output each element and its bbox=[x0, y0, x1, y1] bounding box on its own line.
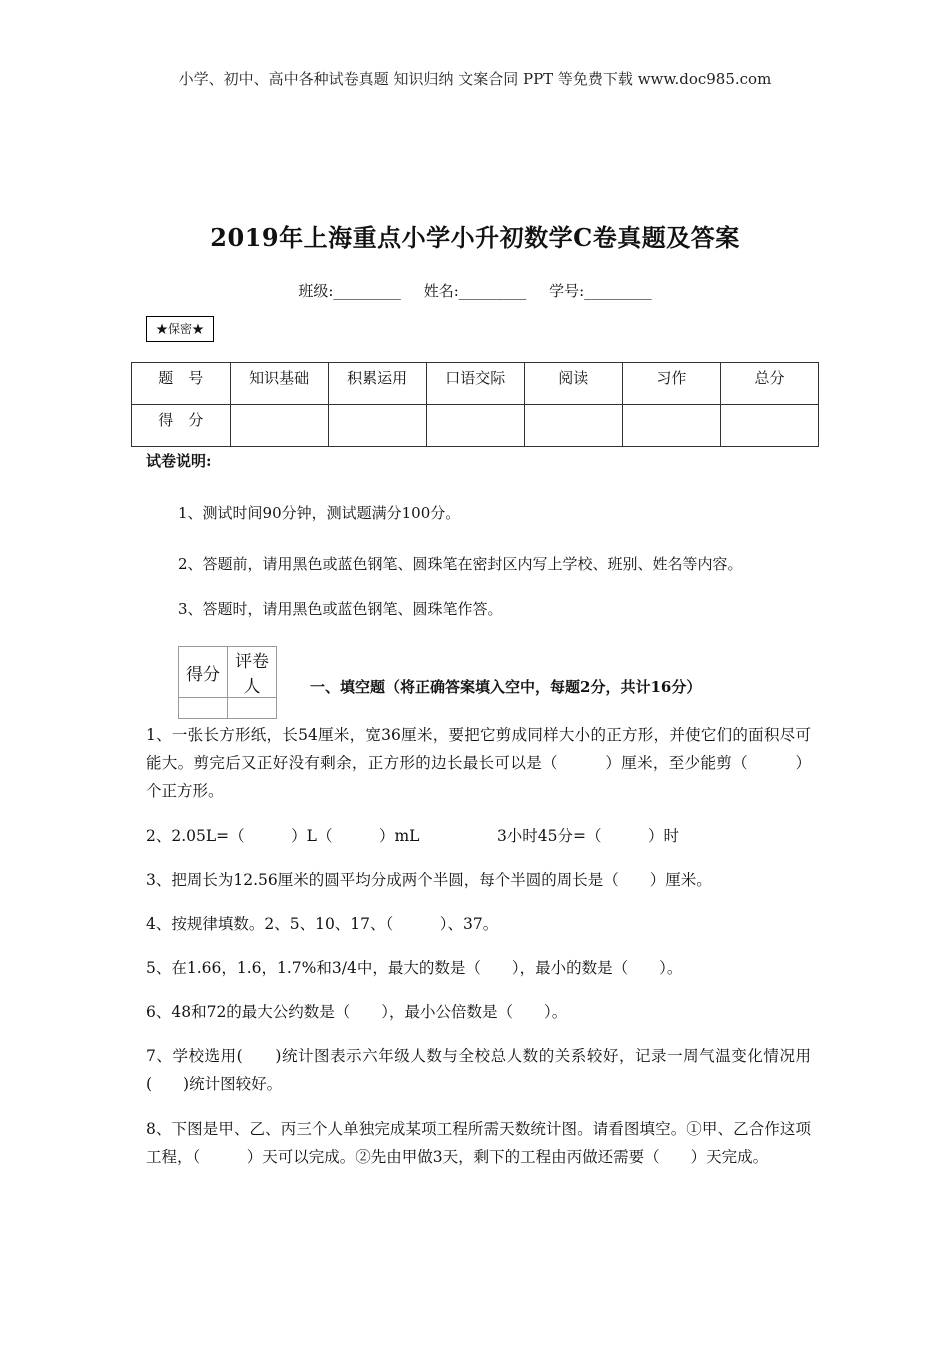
question-item: 2、2.05L=（ ）L（ ）mL 3小时45分=（ ）时 bbox=[146, 827, 680, 845]
site-header: 小学、初中、高中各种试卷真题 知识归纳 文案合同 PPT 等免费下载 www.doc985.com bbox=[178, 70, 772, 88]
grader-score-label: 得分 bbox=[179, 647, 228, 698]
score-cell: 得 分 bbox=[132, 405, 231, 447]
name-field: 姓名:_________ bbox=[423, 282, 527, 300]
page-title: 2019年上海重点小学小升初数学C卷真题及答案 bbox=[210, 223, 740, 252]
class-field: 班级:_________ bbox=[298, 282, 401, 300]
score-cell-empty bbox=[622, 405, 720, 447]
score-cell: 知识基础 bbox=[230, 363, 328, 405]
score-table-score-row bbox=[132, 405, 819, 447]
grader-box bbox=[178, 646, 277, 719]
score-cell-empty bbox=[426, 405, 524, 447]
id-field: 学号:_________ bbox=[549, 282, 652, 300]
score-cell: 阅读 bbox=[524, 363, 622, 405]
note-item: 1、测试时间90分钟，测试题满分100分。 bbox=[178, 504, 461, 522]
note-item: 2、答题前，请用黑色或蓝色钢笔、圆珠笔在密封区内写上学校、班别、姓名等内容。 bbox=[178, 555, 743, 573]
grader-score-cell bbox=[179, 698, 228, 719]
score-cell-empty bbox=[230, 405, 328, 447]
score-cell: 题 号 bbox=[132, 363, 231, 405]
score-table-header-row bbox=[132, 363, 819, 405]
question-item: 7、学校选用( )统计图表示六年级人数与全校总人数的关系较好，记录一周气温变化情况用( )统计图较好。 bbox=[146, 1047, 811, 1093]
grader-reviewer-label: 评卷人 bbox=[228, 647, 277, 698]
score-cell: 口语交际 bbox=[426, 363, 524, 405]
grader-reviewer-cell bbox=[228, 698, 277, 719]
student-info bbox=[0, 280, 950, 301]
score-cell: 习作 bbox=[622, 363, 720, 405]
note-item: 3、答题时，请用黑色或蓝色钢笔、圆珠笔作答。 bbox=[178, 600, 503, 618]
question-item: 5、在1.66，1.6，1.7%和3/4中，最大的数是（ ），最小的数是（ ）。 bbox=[146, 959, 683, 977]
question-item: 3、把周长为12.56厘米的圆平均分成两个半圆，每个半圆的周长是（ ）厘米。 bbox=[146, 871, 712, 889]
section-title: 一、填空题（将正确答案填入空中，每题2分，共计16分） bbox=[310, 678, 702, 696]
question-item: 4、按规律填数。2、5、10、17、（ ）、37。 bbox=[146, 915, 499, 933]
question-item: 6、48和72的最大公约数是（ ），最小公倍数是（ ）。 bbox=[146, 1003, 568, 1021]
question-item: 8、下图是甲、乙、丙三个人单独完成某项工程所需天数统计图。请看图填空。①甲、乙合作这项工程，（ ）天可以完成。②先由甲做3天，剩下的工程由丙做还需要（ ）天完成。 bbox=[146, 1120, 811, 1166]
score-cell-empty bbox=[328, 405, 426, 447]
question-item: 1、一张长方形纸，长54厘米，宽36厘米，要把它剪成同样大小的正方形，并使它们的面积尽可能大。剪完后又正好没有剩余，正方形的边长最长可以是（ ）厘米，至少能剪（ ）个正方形。 bbox=[146, 726, 811, 800]
score-cell-empty bbox=[720, 405, 818, 447]
score-cell: 总分 bbox=[720, 363, 818, 405]
notes-heading: 试卷说明: bbox=[146, 452, 212, 470]
score-table bbox=[131, 362, 819, 447]
secret-badge: ★保密★ bbox=[146, 316, 214, 342]
score-cell-empty bbox=[524, 405, 622, 447]
score-cell: 积累运用 bbox=[328, 363, 426, 405]
